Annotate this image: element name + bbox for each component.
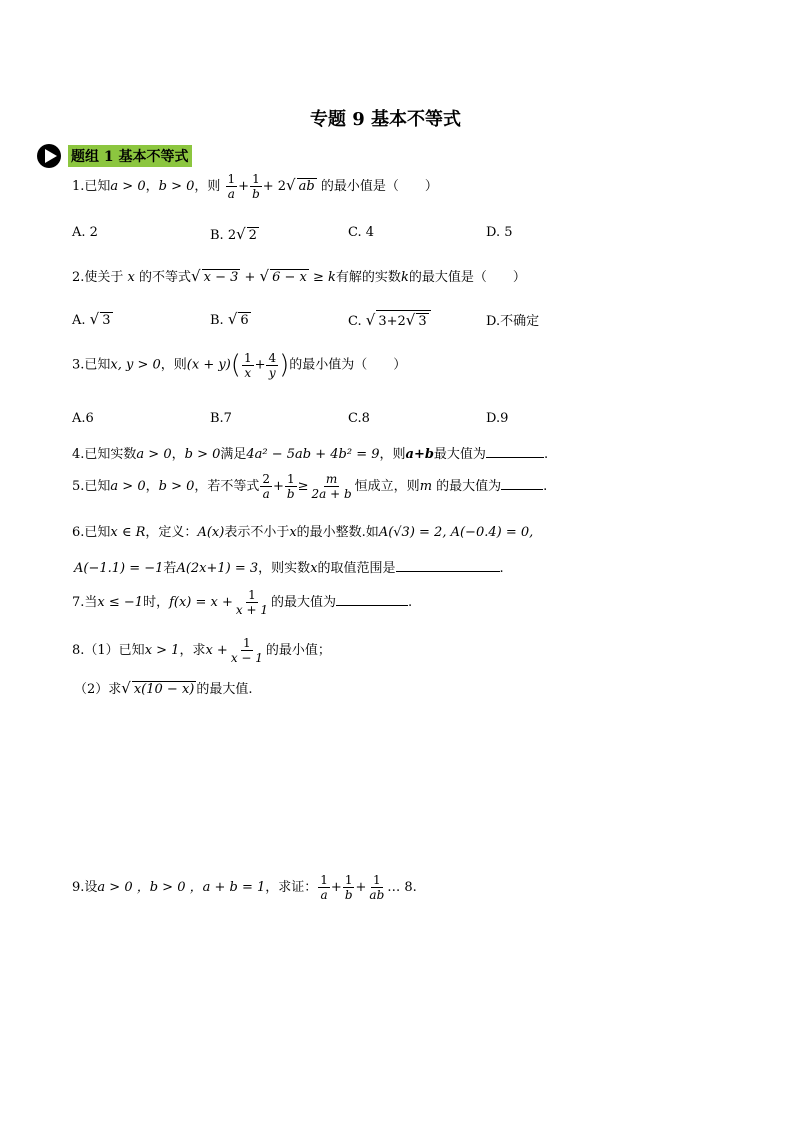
q9-frac-1b: $\frac{1}{b}$ bbox=[344, 873, 353, 902]
q8-p1-mid: ，求 bbox=[179, 643, 206, 658]
q6-line1-e: A(√3) = 2, A(−0.4) = 0, bbox=[378, 525, 534, 540]
q5-cond-a: a > 0 bbox=[110, 479, 146, 494]
q2-option-b: B. √ 6 bbox=[210, 310, 249, 328]
q6-line2-c: A(2x+1) = 3 bbox=[176, 561, 259, 576]
question-8-part-1: 8.（1）已知x > 1，求x + $\frac{1}{x - 1}$ 的最小值； bbox=[72, 636, 331, 665]
q9-frac-1a: $\frac{1}{a}$ bbox=[320, 873, 328, 902]
question-2: 2.使关于 x 的不等式√ x − 3 + √ 6 − x ≥ k有解的实数k的最大值是（ ） bbox=[72, 267, 526, 285]
q4-text-c: ，则 bbox=[379, 447, 406, 462]
q6-cond: x ∈ R bbox=[110, 525, 146, 540]
q7-cond: x ≤ −1 bbox=[97, 595, 144, 610]
q6-line1-c: 表示不小于 bbox=[224, 525, 290, 540]
q1-option-b: B. 2√ 2 bbox=[210, 225, 257, 243]
q6-line2-a: A(−1.1) = −1 bbox=[74, 561, 164, 576]
q5-sep: ， bbox=[145, 479, 159, 494]
q4-expr: a+b bbox=[405, 447, 434, 462]
play-arrow-icon bbox=[36, 143, 64, 169]
q5-m: m bbox=[419, 479, 433, 494]
q8-p1-lead: 8.（1）已知 bbox=[72, 643, 145, 658]
q2-ineq-k: ≥ k bbox=[313, 270, 336, 285]
q5-frac-2a: $\frac{2}{a}$ bbox=[262, 472, 271, 501]
q4-answer-blank[interactable] bbox=[486, 456, 544, 458]
q1-sep: ， bbox=[145, 179, 159, 194]
q5-tail2: 的最大值为 bbox=[436, 479, 502, 494]
q1-option-d: D. 5 bbox=[486, 225, 513, 240]
q1-lead: 1.已知 bbox=[72, 179, 111, 194]
q3-tail: 的最小值为（ ） bbox=[289, 357, 407, 373]
q6-line1-a: 6.已知 bbox=[72, 525, 111, 540]
q6-line1-b: ，定义： bbox=[145, 525, 198, 540]
q9-lead: 9.设 bbox=[72, 880, 98, 895]
q1-frac-1b: $\frac{1}{b}$ bbox=[252, 172, 260, 201]
q2-k: k bbox=[400, 270, 409, 285]
section-header bbox=[36, 143, 192, 169]
q2-lead: 2.使关于 bbox=[72, 270, 124, 285]
q7-fx: f(x) = x + bbox=[169, 595, 233, 610]
question-7: 7.当x ≤ −1时，f(x) = x + $\frac{1}{x + 1}$ 的最大值为 . bbox=[72, 588, 413, 617]
q7-tail: 的最大值为 bbox=[270, 595, 336, 610]
q6-line2-e: 的取值范围是 bbox=[317, 561, 396, 576]
q3-option-a: A.6 bbox=[72, 411, 94, 426]
q5-cond-b: b > 0 bbox=[158, 479, 195, 494]
q8-sqrt: x(10 − x) bbox=[133, 682, 195, 697]
q4-text-b: 满足 bbox=[220, 447, 247, 462]
q4-text-d: 最大值为 bbox=[433, 447, 486, 462]
q5-tail1: 恒成立，则 bbox=[354, 479, 420, 494]
q7-lead: 7.当 bbox=[72, 595, 98, 610]
q2-option-a: A. √ 3 bbox=[72, 310, 111, 328]
q3-cond: x, y > 0 bbox=[110, 357, 161, 373]
section-label: 题组 1 基本不等式 bbox=[68, 145, 192, 167]
q3-option-b: B.7 bbox=[210, 411, 232, 426]
question-3: 3.已知x, y > 0，则(x + y)( $\frac{1}{x}$ + $\frac{4}{y}$ )的最小值为（ ） bbox=[72, 350, 407, 380]
q4-cond-b: b > 0 bbox=[184, 447, 221, 462]
page-title: 专题 9 基本不等式 bbox=[310, 109, 462, 130]
q1-frac-1a: $\frac{1}{a}$ bbox=[227, 172, 236, 201]
q9-conds: a > 0 ，b > 0 ，a + b = 1 bbox=[97, 880, 266, 895]
question-1: 1.已知a > 0，b > 0，则 $\frac{1}{a}$ + $\frac{1}{b}$ + 2√ ab 的最小值是（ ） bbox=[72, 172, 438, 201]
q5-answer-blank[interactable] bbox=[501, 488, 543, 490]
q5-lead: 5.已知 bbox=[72, 479, 111, 494]
q2-option-c: C. √ 3+2√ 3 bbox=[348, 310, 431, 329]
q2-tail1: 有解的实数 bbox=[335, 270, 401, 285]
q4-cond-a: a > 0 bbox=[136, 447, 172, 462]
q7-answer-blank[interactable] bbox=[336, 604, 408, 606]
question-6-line-2: A(−1.1) = −1若A(2x+1) = 3，则实数x的取值范围是 . bbox=[74, 561, 504, 576]
question-4: 4.已知实数a > 0，b > 0满足4a² − 5ab + 4b² = 9，则a+b最大值为 . bbox=[72, 447, 549, 462]
question-6-line-1: 6.已知x ∈ R，定义：A(x)表示不小于x的最小整数.如A(√3) = 2, A(−0.4) = 0, bbox=[72, 525, 534, 540]
q8-p2-lead: （2）求 bbox=[74, 682, 122, 697]
q3-lead: 3.已知 bbox=[72, 357, 111, 373]
q3-option-c: C.8 bbox=[348, 411, 370, 426]
q7-frac: $\frac{1}{x + 1}$ bbox=[235, 588, 268, 617]
q1-sqrt-ab: ab bbox=[298, 179, 315, 194]
q9-tail: … 8. bbox=[387, 880, 417, 895]
q1-cond-a: a > 0 bbox=[110, 179, 146, 194]
question-8-part-2: （2）求√ x(10 − x) 的最大值. bbox=[74, 679, 253, 697]
q3-then: ，则 bbox=[160, 357, 187, 373]
q4-sep: ， bbox=[171, 447, 185, 462]
q1-option-c: C. 4 bbox=[348, 225, 375, 240]
q2-x: x bbox=[127, 270, 135, 285]
q2-mid: 的不等式 bbox=[139, 270, 192, 285]
q8-p2-tail: 的最大值. bbox=[196, 682, 253, 697]
q8-p1-tail: 的最小值； bbox=[265, 643, 331, 658]
q6-line1-d: 的最小整数.如 bbox=[296, 525, 379, 540]
q3-option-d: D.9 bbox=[486, 411, 509, 426]
q1-then: ，则 bbox=[194, 179, 221, 194]
q1-option-a: A. 2 bbox=[72, 225, 98, 240]
q2-sqrt-2: 6 − x bbox=[272, 270, 307, 285]
q4-text-a: 4.已知实数 bbox=[72, 447, 137, 462]
q8-frac: $\frac{1}{x - 1}$ bbox=[230, 636, 263, 665]
q8-p1-cond: x > 1 bbox=[144, 643, 180, 658]
q3-frac-1x: $\frac{1}{x}$ bbox=[243, 350, 252, 380]
q5-frac-1b: $\frac{1}{b}$ bbox=[286, 472, 295, 501]
q4-eq: 4a² − 5ab + 4b² = 9 bbox=[246, 447, 380, 462]
q9-frac-1ab: $\frac{1}{ab}$ bbox=[369, 873, 385, 902]
q1-cond-b: b > 0 bbox=[158, 179, 195, 194]
q5-mid: ，若不等式 bbox=[194, 479, 260, 494]
q2-sqrt-1: x − 3 bbox=[203, 270, 239, 285]
q6-line2-d: ，则实数 bbox=[258, 561, 311, 576]
q1-tail: 的最小值是（ ） bbox=[320, 179, 438, 194]
q2-option-d: D.不确定 bbox=[486, 314, 540, 329]
q6-line2-b: 若 bbox=[163, 561, 177, 576]
q9-mid: ，求证： bbox=[265, 880, 318, 895]
q7-mid: 时， bbox=[143, 595, 170, 610]
q5-frac-m: $\frac{m}{2a + b}$ bbox=[311, 472, 352, 501]
q3-frac-4y: $\frac{4}{y}$ bbox=[268, 350, 277, 380]
q6-answer-blank[interactable] bbox=[396, 570, 500, 572]
q2-tail2: 的最大值是（ ） bbox=[408, 270, 526, 285]
question-5: 5.已知a > 0，b > 0，若不等式 $\frac{2}{a}$ + $\frac{1}{b}$ ≥ $\frac{m}{2a + b}$ 恒成立，则m 的最大值为 . bbox=[72, 472, 548, 501]
question-9: 9.设a > 0 ，b > 0 ，a + b = 1，求证： $\frac{1}{a}$ + $\frac{1}{b}$ + $\frac{1}{ab}$ … 8. bbox=[72, 873, 417, 902]
